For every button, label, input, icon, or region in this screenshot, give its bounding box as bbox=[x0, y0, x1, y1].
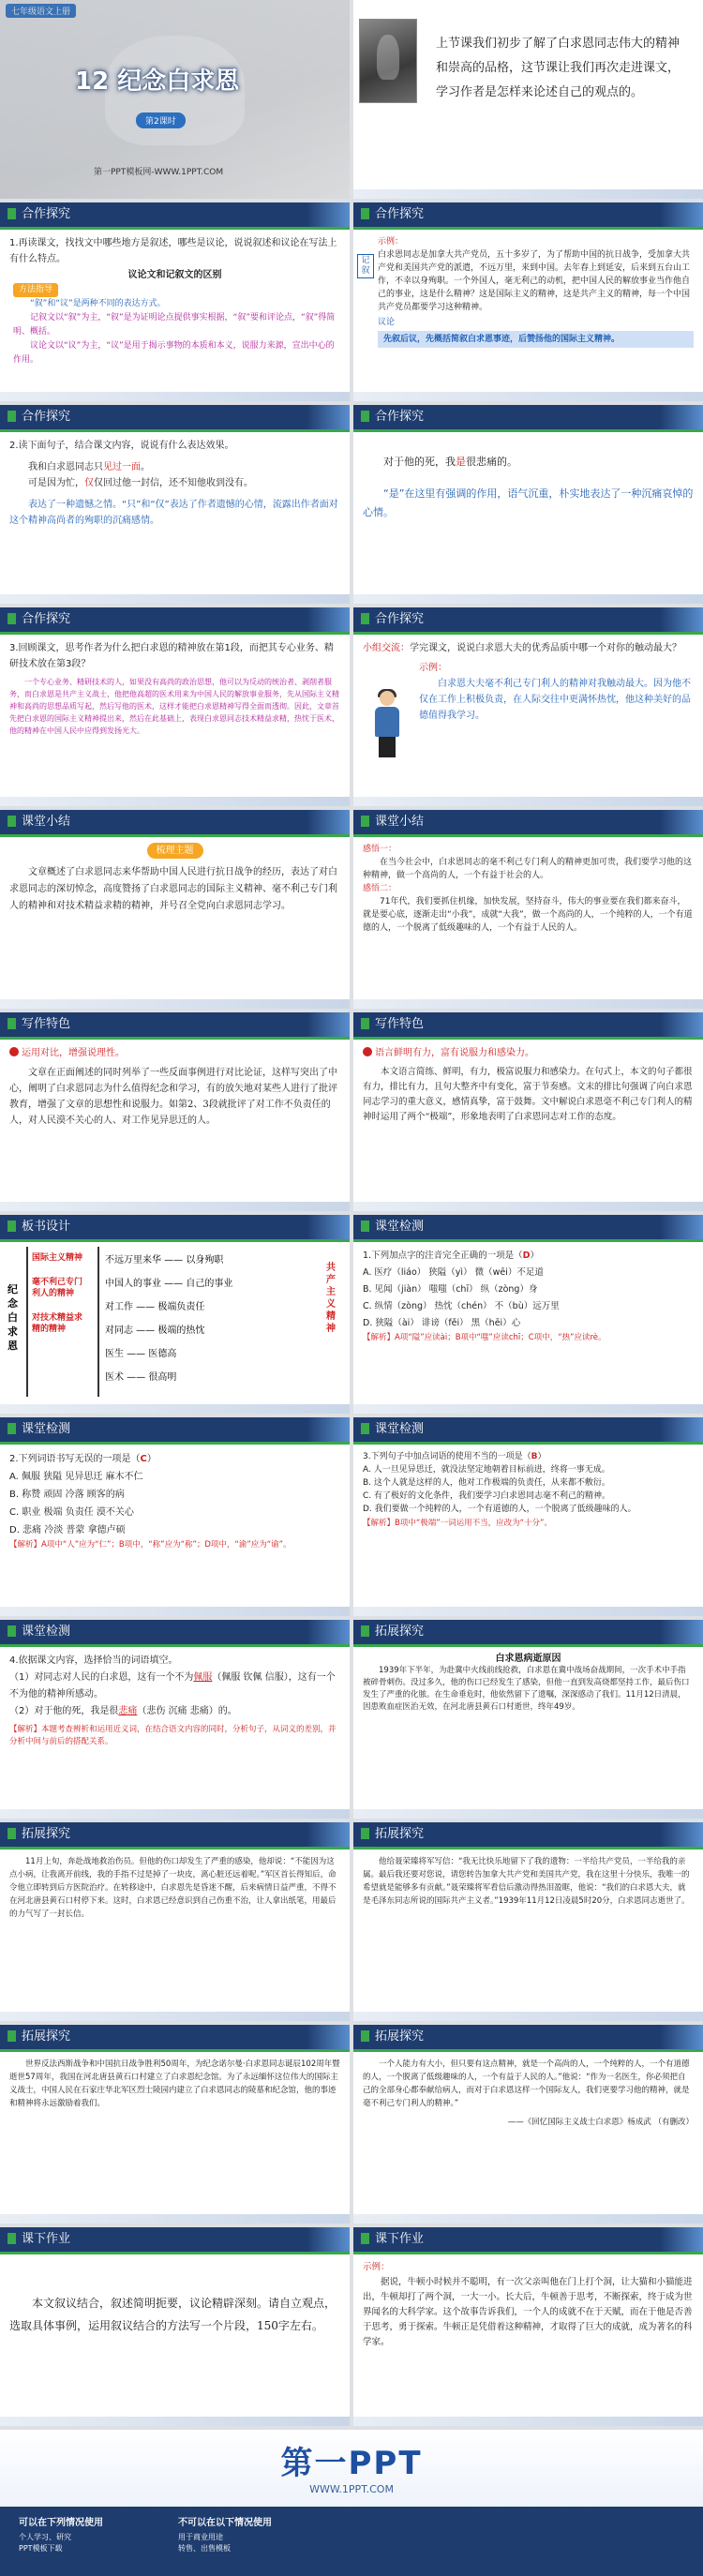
question: 2.下列词语书写无误的一项是（C） bbox=[9, 1454, 157, 1464]
example-label: 示例： bbox=[378, 237, 404, 247]
option-d: D. 狭隘（ài） 诽谤（fěi） 黑（hēi）心 bbox=[363, 1318, 521, 1328]
sentence-1: 我和白求恩同志只见过一面。 bbox=[28, 462, 150, 472]
slide-extend-2: 拓展探究 11月上旬，奔赴战地救治伤员。但他的伤口却发生了严重的感染，他却说：“不能因为这点小病，让我离开前线，我的手指不过是掉了一块皮，离心脏还远着呢。”军区首长得知后，命令他立即转到后方医院治疗。在转移途中，白求恩先是昏迷不醒，后来病情日益严重，不得不在河北唐县黄石口村停下来。这时，白求恩已经意识到自己伤重不治，让人拿出纸笔，用最后的力气写了一封长信。 bbox=[0, 1822, 350, 2021]
allowed-title: 可以在下列情况使用 bbox=[19, 2518, 103, 2528]
answer: 白求恩大夫毫不利己专门利人的精神对我触动最大。因为他不仅在工作上积极负责，在人际交往中更满怀热忱，他这种美好的品德值得我学习。 bbox=[419, 679, 691, 721]
explanation: 【解析】本题考查辨析和运用近义词，在结合语文内容的同时，分析句子，从词义的差别，并分析中间与前后的搭配关系。 bbox=[9, 1725, 337, 1746]
insight-2: 71年代，我们要抓住机缘，加快发展，坚持奋斗，伟大的事业要在我们都来奋斗，就是要心底，逐渐走出“小我”，成就“大我”，做一个高尚的人，一个纯粹的人，一个有道德的人，一个脱离了低级趣味的人，一个有益于人民的人。 bbox=[363, 897, 693, 933]
summary-text: 文章概述了白求恩同志来华帮助中国人民进行抗日战争的经历，表达了对白求恩同志的深切悼念，高度赞扬了白求恩同志的国际主义精神、毫不利己专门利人的精神和对技术精益求精的精神，并号召全党向白求恩同志学习。 bbox=[9, 867, 337, 911]
slide-writing-1: 写作特色 运用对比，增强说理性。 文章在正面阐述的同时列举了一些反面事例进行对比论证，这样写突出了中心，阐明了白求恩同志为什么值得纪念和学习，有的放矢地对某些人进行了批评教育，增强了文章的思想性和说服力。如第2、3段就批评了对工作不负责任的人，对人民漠不关心的人、对工作见异思迁的人。 bbox=[0, 1012, 350, 1211]
slide-extend-1: 拓展探究 白求恩病逝原因 1939年下半年，为赴冀中火线前线抢救，白求恩在冀中战场奋战期间，一次手术中手指被碎骨刺伤。没过多久，他的伤口已经发生了感染，但他一直到发高烧都坚持工作，最后伤口发生了严重的化脓。在生命垂危时，他依然留下了遗嘱，深深感动了我们。11月12日清晨，因患败血症医治无效，在河北唐县黄石口村逝世，终年49岁。 bbox=[353, 1620, 703, 1819]
option-c: C. 职业 极端 负责任 漠不关心 bbox=[9, 1507, 134, 1518]
forbidden-title: 不可以在以下情况使用 bbox=[178, 2518, 272, 2528]
slide-homework-2: 课下作业 示例： 据说，牛顿小时候并不聪明，有一次父亲叫他在门上打个洞，让大猫和小猫能进出，牛顿却打了两个洞，一大一小。长大后，牛顿善于思考，不断探索，终于成为世界闻名的大科学家。这个故事告诉我们，一个人的成就不在于天赋，而在于他是否善于思考，勇于探索。牛顿正是凭借着这种精神，才取得了巨大的成就，成为著名的科学家。 bbox=[353, 2227, 703, 2426]
point-text: 本文语言简练、鲜明，有力，极富说服力和感染力。在句式上，本文的句子都很有力，排比有力，且句大整齐中有变化，富于节奏感。文末的排比句强调了向白求恩同志学习的重大意义，感情真挚，富于鼓舞。文中解说白求恩毫不利己专门利人的精神时运用了两个“极端”，形象地表明了白求恩同志对工作的态度。 bbox=[363, 1067, 693, 1122]
fill-1: （1）对同志对人民的白求恩，这有一个不为佩服（佩服 钦佩 信服），这有一个不为他的精神所感动。 bbox=[9, 1672, 336, 1700]
question: 3.下列句子中加点词语的使用不当的一项是（B） bbox=[363, 1452, 546, 1461]
board-row-4: 对同志 —— 极端的热忱 bbox=[105, 1325, 205, 1336]
allowed-item-1: 个人学习、研究 bbox=[19, 2533, 71, 2541]
slide-intro bbox=[353, 0, 703, 199]
question: 4.依据课文内容，选择恰当的词语填空。 bbox=[9, 1655, 178, 1666]
slide-test-3: 课堂检测 3.下列句子中加点词语的使用不当的一项是（B） A. 人一旦见异思迁，就没法坚定地朝着目标前进，终将一事无成。 B. 这个人就是这样的人，他对工作极端的负责任，从来都不敷衍。 C. 有了极好的文化条件，我们要学习白求恩同志毫不利己的精神。 D. 我们要做一个纯粹的人，一个有道德的人，一个脱离了低级趣味的人。 【解析】B项中“极端”一词运用不当，应改为“十分”。 bbox=[353, 1417, 703, 1616]
board-spirit-3: 对技术精益求精的精神 bbox=[32, 1313, 83, 1334]
line-1: “叙”和“议”是两种不同的表达方式。 bbox=[30, 299, 166, 308]
footer-logo: 第一PPT bbox=[280, 2445, 423, 2482]
extend-text: 世界反法西斯战争和中国抗日战争胜利50周年，为纪念诺尔曼·白求恩同志诞辰102周年暨逝世57周年，我国在河北唐县黄石口村建立了白求恩纪念馆。为了永远缅怀这位伟大的国际主义战士，中国人民在石家庄华北军区烈士陵园内建立了白求恩同志的陵墓和纪念馆，他的事迹和精神将永远激励着我们。 bbox=[9, 2059, 340, 2108]
point: 运用对比，增强说理性。 bbox=[9, 1045, 340, 1061]
slide-test-4: 课堂检测 4.依据课文内容，选择恰当的词语填空。 （1）对同志对人民的白求恩，这有一个不为佩服（佩服 钦佩 信服），这有一个不为他的精神所感动。 （2）对于他的死，我是很悲痛（悲伤 沉痛 悲痛）的。 【解析】本题考查辨析和运用近义词，在结合语文内容的同时，分析句子，从词义的差别，并分析中间与前后的搭配关系。 bbox=[0, 1620, 350, 1819]
teacher-figure bbox=[366, 691, 408, 758]
line-2: 记叙文以“叙”为主，“叙”是为证明论点提供事实根据，“叙”要和评论点，“叙”得简明、概括。 bbox=[13, 313, 336, 337]
source: ——《回忆国际主义战士白求恩》杨成武 （有删改） bbox=[507, 2118, 694, 2127]
slide-explore-4: 合作探究 对于他的死，我是很悲痛的。 “是”在这里有强调的作用，语气沉重，朴实地表达了一种沉痛哀悼的心情。 bbox=[353, 405, 703, 604]
board-row-6: 医术 —— 很高明 bbox=[105, 1372, 177, 1383]
theme-badge: 梳理主题 bbox=[147, 843, 203, 859]
example-text: 白求恩同志是加拿大共产党员，五十多岁了，为了帮助中国的抗日战争，受加拿大共产党和美国共产党的派遣，不远万里，来到中国。去年春上到延安，后来到五台山工作，不幸以身殉职。一个外国人，毫无利己的动机，把中国人民的解放事业当作他自己的事业，这是什么精神？这是国际主义的精神，这是共产主义的精神，每一个中国共产党员都要学习这种精神。 bbox=[378, 250, 691, 312]
line-3: 议论文以“议”为主，“议”是用于揭示事物的本质和本义，说服力来源，宣出中心的作用。 bbox=[13, 341, 335, 365]
lesson-title: 12 纪念白求恩 bbox=[75, 67, 240, 96]
example-label: 示例： bbox=[419, 663, 447, 673]
slide-summary-2: 课堂小结 感悟一： 在当今社会中，白求恩同志的毫不利己专门利人的精神更加可贵，我们要学习他的这种精神，做一个高尚的人，一个有益于社会的人。 感悟二： 71年代，我们要抓住机缘，加快发展，坚持奋斗，伟大的事业要在我们都来奋斗，就是要心底，逐渐走出“小我”，成就“大我”，做一个高尚的人，一个纯粹的人，一个有道德的人，一个脱离了低级趣味的人，一个有益于人民的人。 bbox=[353, 810, 703, 1009]
insight-1: 在当今社会中，白求恩同志的毫不利己专门利人的精神更加可贵，我们要学习他的这种精神，做一个高尚的人，一个有益于社会的人。 bbox=[363, 858, 693, 880]
point-text: 文章在正面阐述的同时列举了一些反面事例进行对比论证，这样写突出了中心，阐明了白求恩同志为什么值得纪念和学习，有的放矢地对某些人进行了批评教育，增强了文章的思想性和说服力。如第2、3段就批评了对工作不负责任的人，对人民漠不关心的人、对工作见异思迁的人。 bbox=[9, 1068, 337, 1126]
explanation: 【解析】B项中“极端”一词运用不当，应改为“十分”。 bbox=[363, 1519, 552, 1528]
slide-test-1: 课堂检测 1.下列加点字的注音完全正确的一项是（D） A. 医疗（liáo） 狭隘（yì） 微（wēi）不足道 B. 见闻（jiàn） 嗤嗤（chī） 纵（zòng）身 C. 纵情（zòng） 热忱（chén） 不（bù）远万里 D. 狭隘（ài） 诽谤（fěi） 黑（hēi）心 【解析】A项“隘”应读ài；B项中“嗤”应读chī；C项中，“热”应读rè。 bbox=[353, 1215, 703, 1414]
slide-explore-5: 合作探究 3.回顾课文，思考作者为什么把白求恩的精神放在第1段，而把其专心业务、精研技术放在第3段？ 一个专心业务、精研技术的人，如果没有高尚的政治思想，他可以为反动的统治者、剥削者服务，而白求恩是共产主义战士，他把他高超的医术用来为中国人民的解放事业服务，先从国际主义精神和高尚的思想品质写起，然后写他的医术，这样才能把白求恩精神写得全面而透彻。因此，文章首先把白求恩的国际主义精神提出来，然后在此基础上，表现白求恩同志技术精益求精，热忱于医术，他的精神在中国人民中应得到发扬光大。 bbox=[0, 607, 350, 806]
option-c: C. 有了极好的文化条件，我们要学习白求恩同志毫不利己的精神。 bbox=[363, 1491, 611, 1501]
board-left-title: 纪念白求恩 bbox=[7, 1283, 18, 1352]
slide-extend-5: 拓展探究 一个人能力有大小，但只要有这点精神，就是一个高尚的人，一个纯粹的人，一个有道德的人，一个脱离了低级趣味的人，一个有益于人民的人。”他说：“作为一名医生，你必须把自己的全部身心都奉献给病人，而对于白求恩这样一个国际友人，我们更要学习他的精神，就是毫不利己专门利人的精神。” ——《回忆国际主义战士白求恩》杨成武 （有删改） bbox=[353, 2025, 703, 2224]
fill-2: （2）对于他的死，我是很悲痛（悲伤 沉痛 悲痛）的。 bbox=[9, 1706, 237, 1716]
option-b: B. 称赞 顽固 冷落 顾客的病 bbox=[9, 1490, 125, 1500]
board-row-2: 中国人的事业 —— 自己的事业 bbox=[105, 1279, 233, 1289]
sentence: 对于他的死，我是很悲痛的。 bbox=[383, 456, 517, 468]
group-question: 小组交流：学完课文，说说白求恩大夫的优秀品质中哪一个对你的触动最大？ bbox=[363, 643, 681, 653]
option-a: A. 佩服 狭隘 见异思迁 麻木不仁 bbox=[9, 1472, 143, 1482]
explanation: 【解析】A项“隘”应读ài；B项中“嗤”应读chī；C项中，“热”应读rè。 bbox=[363, 1333, 606, 1342]
slide-explore-1 bbox=[0, 202, 350, 401]
cover-footer: 第一PPT模板网-WWW.1PPT.COM bbox=[94, 168, 224, 177]
slide-homework-1: 课下作业 本文叙议结合，叙述简明扼要，议论精辟深刻。请自立观点，选取具体事例，运用叙议结合的方法写一个片段，150字左右。 bbox=[0, 2227, 350, 2426]
board-row-3: 对工作 —— 极端负责任 bbox=[105, 1302, 205, 1312]
slide-extend-3: 拓展探究 他给聂荣臻将军写信：“我无比快乐地留下了我的遗物：一半给共产党员，一半给我的亲属。最后我还要对您说，请您转告加拿大共产党和美国共产党，我在这里十分快乐，我唯一的希望就是能够多有贡献。”聂荣臻将军看信后激动得热泪盈眶，他说：“我们的白求恩大夫，就是毛泽东同志所说的国际共产主义者。”1939年11月12日凌晨5时20分，白求恩同志逝世了。 bbox=[353, 1822, 703, 2021]
extend-text: 11月上旬，奔赴战地救治伤员。但他的伤口却发生了严重的感染，他却说：“不能因为这点小病，让我离开前线，我的手指不过是掉了一块皮，离心脏还远着呢。”军区首长得知后，命令他立即转到后方医院治疗。在转移途中，白求恩先是昏迷不醒，后来病情日益严重，不得不在河北唐县黄石口村停下来。这时，白求恩已经意识到自己伤重不治，让人拿出纸笔，用最后的力气写了一封长信。 bbox=[9, 1857, 337, 1919]
slide-writing-2: 写作特色 语言鲜明有力，富有说服力和感染力。 本文语言简练、鲜明，有力，极富说服力和感染力。在句式上，本文的句子都很有力，排比有力，且句大整齐中有变化，富于节奏感。文末的排比句强调了向白求恩同志学习的重大意义，感情真挚，富于鼓舞。文中解说白求恩毫不利己专门利人的精神时运用了两个“极端”，形象地表明了白求恩同志对工作的态度。 bbox=[353, 1012, 703, 1211]
question: 1.下列加点字的注音完全正确的一项是（D） bbox=[363, 1251, 539, 1261]
analysis: “是”在这里有强调的作用，语气沉重，朴实地表达了一种沉痛哀悼的心情。 bbox=[363, 487, 694, 518]
board-spirit-2: 毫不利己专门利人的精神 bbox=[32, 1278, 83, 1298]
footer-banner bbox=[0, 2430, 703, 2576]
insight-1-label: 感悟一： bbox=[363, 845, 397, 854]
slide-explore-2: 合作探究 示例： 记叙 白求恩同志是加拿大共产党员，五十多岁了，为了帮助中国的抗日战争，受加拿大共产党和美国共产党的派遣，不远万里，来到中国。去年春上到延安，后来到五台山工作，不幸以身殉职。一个外国人，毫无利己的动机，把中国人民的解放事业当作他自己的事业，这是什么精神？这是国际主义的精神，这是共产主义的精神，每一个中国共产党员都要学习这种精神。 议论 先叙后议，先概括简叙白求恩事迹，后赞扬他的国际主义精神。 bbox=[353, 202, 703, 401]
bethune-photo bbox=[359, 19, 417, 103]
board-row-5: 医生 —— 医德高 bbox=[105, 1349, 177, 1359]
sentence-2: 可是因为忙，仅仅回过他一封信，还不知他收到没有。 bbox=[28, 478, 253, 488]
question: 2.读下面句子，结合课文内容，说说有什么表达效果。 bbox=[9, 441, 234, 451]
explanation: 【解析】A项中“人”应为“仁”；B项中，“称”应为“称”；D项中，“渝”应为“谕”。 bbox=[9, 1540, 292, 1550]
insight-2-label: 感悟二： bbox=[363, 884, 397, 893]
slide-header: 合作探究 bbox=[0, 202, 350, 227]
option-d: D. 悲痛 冷淡 普蒙 拿德卢硕 bbox=[9, 1525, 126, 1535]
slide-test-2: 课堂检测 2.下列词语书写无误的一项是（C） A. 佩服 狭隘 见异思迁 麻木不仁 B. 称赞 顽固 冷落 顾客的病 C. 职业 极端 负责任 漠不关心 D. 悲痛 冷淡 普蒙 拿德卢硕 【解析】A项中“人”应为“仁”；B项中，“称”应为“称”；D项中，“渝”应为“谕”。 bbox=[0, 1417, 350, 1616]
option-b: B. 这个人就是这样的人，他对工作极端的负责任，从来都不敷衍。 bbox=[363, 1478, 610, 1488]
intro-text: 上节课我们初步了解了白求恩同志伟大的精神和崇高的品格，这节课让我们再次走进课文，学习作者是怎样来论述自己的观点的。 bbox=[436, 37, 681, 99]
analysis: 表达了一种遗憾之情。“只”和“仅”表达了作者遗憾的心情，流露出作者面对这个精神高尚者的殉职的沉痛感情。 bbox=[9, 500, 338, 526]
period-badge: 第2课时 bbox=[136, 112, 186, 128]
forbidden-item-1: 用于商业用途 bbox=[178, 2533, 223, 2541]
homework-text: 本文叙议结合，叙述简明扼要，议论精辟深刻。请自立观点，选取具体事例，运用叙议结合的方法写一个片段，150字左右。 bbox=[9, 2297, 337, 2332]
answer: 一个专心业务、精研技术的人，如果没有高尚的政治思想，他可以为反动的统治者、剥削者服务，而白求恩是共产主义战士，他把他高超的医术用来为中国人民的解放事业服务，先从国际主义精神和高尚的思想品质写起，然后写他的医术，这样才能把白求恩精神写得全面而透彻。因此，文章首先把白求恩的国际主义精神提出来，然后在此基础上，表现白求恩同志技术精益求精，热忱于医术，他的精神在中国人民中应得到发扬光大。 bbox=[9, 678, 339, 735]
narrate-tag: 记叙 bbox=[357, 254, 374, 278]
slide-explore-3: 合作探究 2.读下面句子，结合课文内容，说说有什么表达效果。 我和白求恩同志只见过一面。 可是因为忙，仅仅回过他一封信，还不知他收到没有。 表达了一种遗憾之情。“只”和“仅”表达了作者遗憾的心情，流露出作者面对这个精神高尚者的殉职的沉痛感情。 bbox=[0, 405, 350, 604]
question: 1.再读课文，找找文中哪些地方是叙述，哪些是议论，说说叙述和议论在写法上有什么特点。 bbox=[9, 238, 337, 264]
extend-text: 他给聂荣臻将军写信：“我无比快乐地留下了我的遗物：一半给共产党员，一半给我的亲属。最后我还要对您说，请您转告加拿大共产党和美国共产党，我在这里十分快乐，我唯一的希望就是能够多有贡献。”聂荣臻将军看信后激动得热泪盈眶，他说：“我们的白求恩大夫，就是毛泽东同志所说的国际共产主义者。”1939年11月12日凌晨5时20分，白求恩同志逝世了。 bbox=[363, 1857, 690, 1906]
forbidden-item-2: 转售、出售模板 bbox=[178, 2544, 231, 2553]
slide-explore-6: 合作探究 小组交流：学完课文，说说白求恩大夫的优秀品质中哪一个对你的触动最大？ 示例： 白求恩大夫毫不利己专门利人的精神对我触动最大。因为他不仅在工作上积极负责，在人际交往中更满怀热忱，他这种美好的品德值得我学习。 bbox=[353, 607, 703, 806]
point: 语言鲜明有力，富有说服力和感染力。 bbox=[363, 1045, 694, 1061]
summary: 先叙后议，先概括简叙白求恩事迹，后赞扬他的国际主义精神。 bbox=[378, 331, 694, 348]
slide-board: 板书设计 纪念白求恩 国际主义精神 毫不利己专门利人的精神 对技术精益求精的精神 不远万里来华 —— 以身殉职 中国人的事业 —— 自己的事业 对工作 —— 极端负责任 对同志 —— 极端的热忱 医生 —— 医德高 医术 —— 很高明 共产主义精神 bbox=[0, 1215, 350, 1414]
extend-text: 一个人能力有大小，但只要有这点精神，就是一个高尚的人，一个纯粹的人，一个有道德的人，一个脱离了低级趣味的人，一个有益于人民的人。”他说：“作为一名医生，你必须把自己的全部身心都奉献给病人，而对于白求恩这样一个国际友人，我们更要学习他的精神，就是毫不利己专门利人的精神。” bbox=[363, 2059, 690, 2108]
footer-url: WWW.1PPT.COM bbox=[309, 2483, 394, 2495]
board-row-1: 不远万里来华 —— 以身殉职 bbox=[105, 1255, 224, 1266]
option-d: D. 我们要做一个纯粹的人，一个有道德的人，一个脱离了低级趣味的人。 bbox=[363, 1505, 636, 1514]
slide-extend-4: 拓展探究 世界反法西斯战争和中国抗日战争胜利50周年，为纪念诺尔曼·白求恩同志诞辰102周年暨逝世57周年，我国在河北唐县黄石口村建立了白求恩纪念馆。为了永远缅怀这位伟大的国际主义战士，中国人民在石家庄华北军区烈士陵园内建立了白求恩同志的陵墓和纪念馆，他的事迹和精神将永远激励着我们。 bbox=[0, 2025, 350, 2224]
slide-summary-1: 课堂小结 梳理主题 文章概述了白求恩同志来华帮助中国人民进行抗日战争的经历，表达了对白求恩同志的深切悼念，高度赞扬了白求恩同志的国际主义精神、毫不利己专门利人的精神和对技术精益求精的精神，并号召全党向白求恩同志学习。 bbox=[0, 810, 350, 1009]
discuss-label: 议论 bbox=[378, 318, 396, 327]
option-b: B. 见闻（jiàn） 嗤嗤（chī） 纵（zòng）身 bbox=[363, 1284, 538, 1295]
board-right-title: 共产主义精神 bbox=[326, 1263, 336, 1334]
question: 3.回顾课文，思考作者为什么把白求恩的精神放在第1段，而把其专心业务、精研技术放在第3段？ bbox=[9, 643, 334, 669]
homework-example: 据说，牛顿小时候并不聪明，有一次父亲叫他在门上打个洞，让大猫和小猫能进出，牛顿却打了两个洞，一大一小。长大后，牛顿善于思考，不断探索，终于成为世界闻名的大科学家。这个故事告诉我们，一个人的成就不在于天赋，而在于他是否善于思考，勇于探索。牛顿正是凭借着这种精神，才取得了巨大的成就，成为著名的科学家。 bbox=[363, 2277, 693, 2347]
allowed-item-2: PPT模板下载 bbox=[19, 2544, 63, 2553]
option-c: C. 纵情（zòng） 热忱（chén） 不（bù）远万里 bbox=[363, 1301, 560, 1311]
option-a: A. 医疗（liáo） 狭隘（yì） 微（wēi）不足道 bbox=[363, 1267, 544, 1278]
extend-text: 1939年下半年，为赴冀中火线前线抢救，白求恩在冀中战场奋战期间，一次手术中手指被碎骨刺伤。没过多久，他的伤口已经发生了感染，但他一直到发高烧都坚持工作，最后伤口发生了严重的化脓。在生命垂危时，他依然留下了遗嘱，深深感动了我们。11月12日清晨，因患败血症医治无效，在河北唐县黄石口村逝世，终年49岁。 bbox=[363, 1666, 690, 1712]
option-a: A. 人一旦见异思迁，就没法坚定地朝着目标前进，终将一事无成。 bbox=[363, 1465, 610, 1475]
slide-cover bbox=[0, 0, 350, 199]
box-title: 议论文和记叙文的区别 bbox=[127, 270, 222, 280]
example-label: 示例： bbox=[363, 2262, 390, 2272]
method-label: 方法指导 bbox=[13, 283, 58, 297]
grade-tag: 七年级语文上册 bbox=[6, 4, 76, 18]
board-spirit-1: 国际主义精神 bbox=[32, 1253, 83, 1263]
extend-title: 白求恩病逝原因 bbox=[495, 1654, 561, 1664]
